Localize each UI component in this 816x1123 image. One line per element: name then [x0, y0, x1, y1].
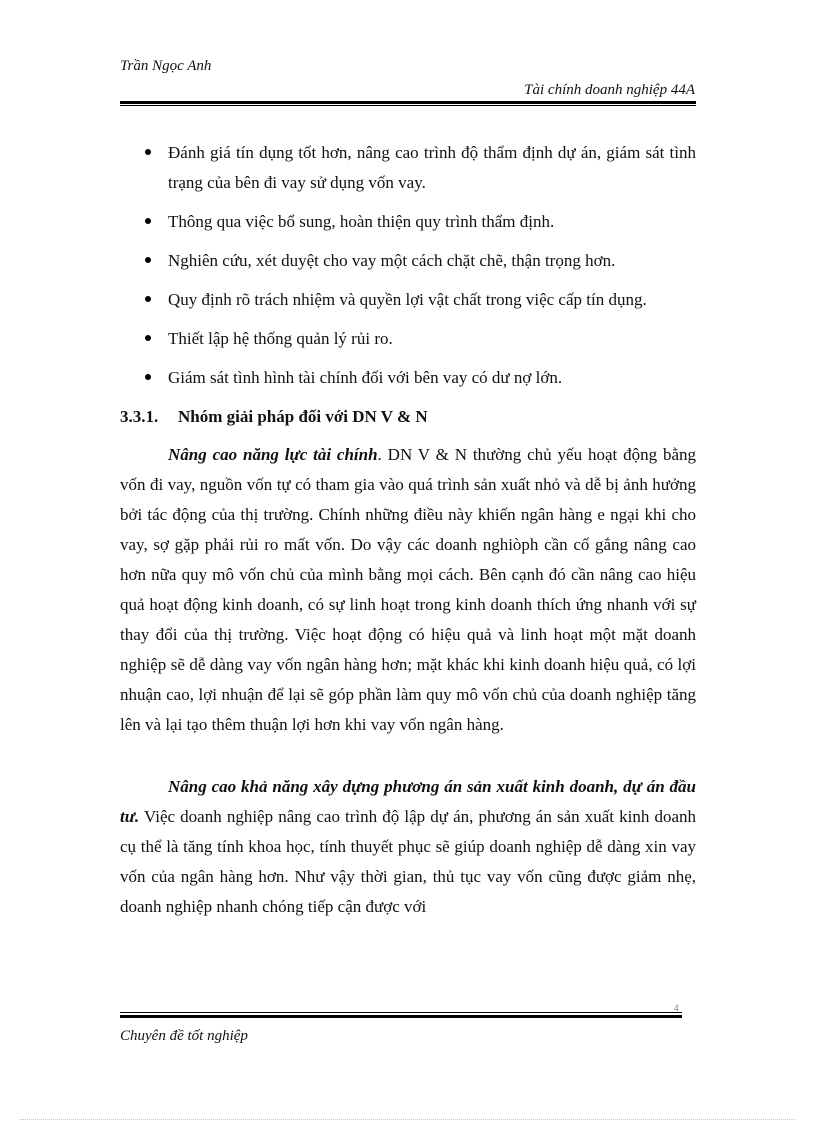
bullet-item: Thông qua việc bổ sung, hoàn thiện quy trình thẩm định. [140, 207, 696, 237]
page-number: 4 [674, 1003, 679, 1013]
bullet-item: Nghiên cứu, xét duyệt cho vay một cách chặt chẽ, thận trọng hơn. [140, 246, 696, 276]
bullet-item: Quy định rõ trách nhiệm và quyền lợi vật chất trong việc cấp tín dụng. [140, 285, 696, 315]
paragraph-lead: Nâng cao năng lực tài chính [168, 445, 378, 464]
bullet-item: Đánh giá tín dụng tốt hơn, nâng cao trình độ thẩm định dự án, giám sát tình trạng của bên đi vay sử dụng vốn vay. [140, 138, 696, 198]
footer-rule-thin [120, 1012, 682, 1013]
header-rule-thin [120, 105, 696, 106]
footer-text: Chuyên đề tốt nghiệp [120, 1028, 248, 1044]
section-heading [120, 405, 428, 429]
header-rule-thick [120, 101, 696, 104]
section-number: 3.3.1. [120, 407, 159, 426]
paragraph-lead: Nâng cao khả năng xây dựng phương án sản xuất kinh doanh, dự án đầu tư. [120, 777, 696, 826]
bullet-list [140, 138, 696, 402]
paragraph-financial-capacity [120, 440, 696, 740]
paragraph-body: . DN V & N thường chủ yếu hoạt động bằng vốn đi vay, nguồn vốn tự có tham gia vào quá trình sản xuất nhỏ và dễ bị ảnh hưởng bởi tác động của thị trường. Chính những điều này khiến ngân hàng e ngại khi cho vay, sợ gặp phải rủi ro mất vốn. Do vậy các doanh nghiòph cần cố gắng nâng cao hơn nữa quy mô vốn chủ của mình bằng mọi cách. Bên cạnh đó cần nâng cao hiệu quả hoạt động kinh doanh, có sự linh hoạt trong kinh doanh thích ứng nhanh với sự thay đổi của thị trường. Việc hoạt động có hiệu quả và linh hoạt một mặt doanh nghiệp sẽ dễ dàng vay vốn ngân hàng hơn; mặt khác khi kinh doanh hiệu quả, có lợi nhuận cao, lợi nhuận để lại sẽ góp phần làm quy mô vốn chủ của doanh nghiệp tăng lên và lại tạo thêm thuận lợi hơn khi vay vốn ngân hàng. [120, 445, 696, 734]
paragraph-body: Việc doanh nghiệp nâng cao trình độ lập dự án, phương án sản xuất kinh doanh cụ thể là tăng tính khoa học, tính thuyết phục sẽ giúp doanh nghiệp dễ dàng xin vay vốn của ngân hàng hơn. Như vậy thời gian, thủ tục vay vốn cũng được giảm nhẹ, doanh nghiệp nhanh chóng tiếp cận được với [120, 807, 696, 916]
paragraph-business-plan [120, 772, 696, 922]
header-subject: Tài chính doanh nghiệp 44A [524, 82, 695, 98]
page-edge-divider [20, 1119, 796, 1120]
footer-rule-thick [120, 1015, 682, 1018]
header-author: Trần Ngọc Anh [120, 58, 212, 74]
bullet-item: Giám sát tình hình tài chính đối với bên vay có dư nợ lớn. [140, 363, 696, 393]
bullet-item: Thiết lập hệ thống quản lý rủi ro. [140, 324, 696, 354]
section-title: Nhóm giải pháp đối với DN V & N [178, 407, 428, 426]
